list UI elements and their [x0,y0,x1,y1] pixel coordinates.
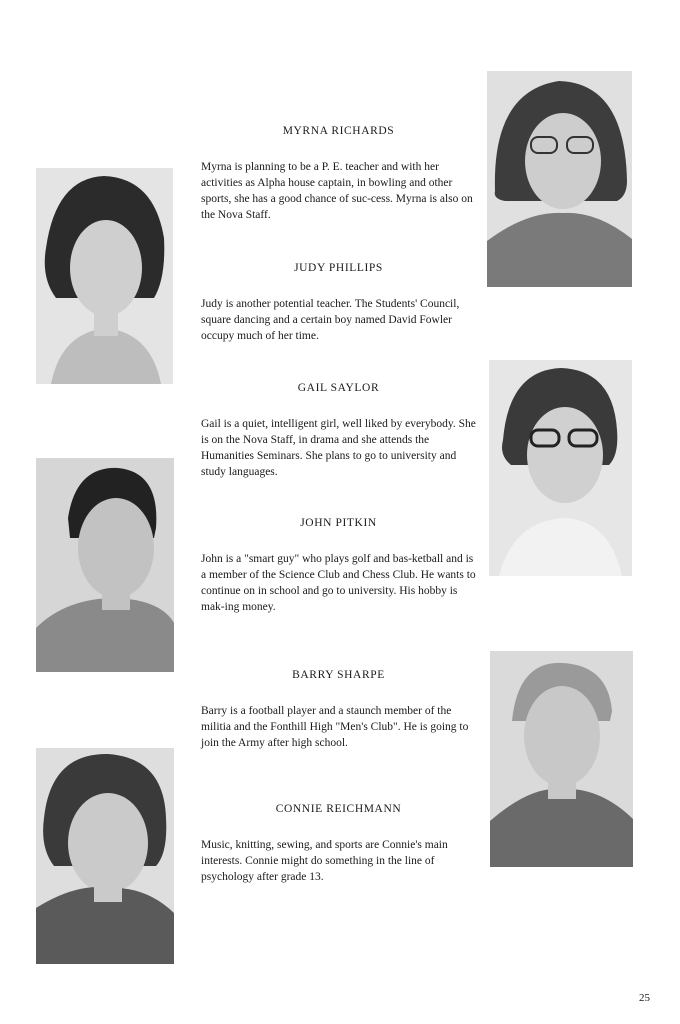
student-entry-myrna [201,125,476,223]
student-bio: John is a "smart guy" who plays golf and bas-ketball and is a member of the Science Club and Chess Club. He wants to continue on in school and go to university. His hobby is mak-ing money. [201,553,476,613]
portrait-photo-john [36,458,174,672]
student-name: BARRY SHARPE [292,669,385,681]
student-name: MYRNA RICHARDS [282,125,395,137]
student-name: CONNIE REICHMANN [275,803,402,815]
portrait-photo-myrna [487,71,632,287]
portrait-photo-barry [490,651,633,867]
student-bio: Judy is another potential teacher. The Students' Council, square dancing and a certain boy named David Fowler occupy much of her time. [201,298,460,342]
student-entry-connie [201,803,476,885]
student-name: GAIL SAYLOR [297,382,380,394]
portrait-photo-judy [36,168,173,384]
portrait-photo-connie [36,748,174,964]
page-number: 25 [639,992,650,1004]
student-bio: Music, knitting, sewing, and sports are Connie's main interests. Connie might do something in the line of psychology after grade 13. [201,839,448,883]
student-name: JUDY PHILLIPS [294,262,383,274]
portrait-photo-gail [489,360,632,576]
student-bio: Myrna is planning to be a P. E. teacher and with her activities as Alpha house captain, in bowling and other sports, she has a good chance of suc-cess. Myrna is also on the Nova Staff. [201,161,473,221]
student-bio: Gail is a quiet, intelligent girl, well liked by everybody. She is on the Nova Staff, in drama and she attends the Humanities Seminars. She plans to go to university and study languages. [201,418,476,478]
student-entry-judy [201,262,476,344]
student-bio: Barry is a football player and a staunch member of the militia and the Fonthill High "Men's Club". He is going to join the Army after high school. [201,705,469,749]
student-entry-barry [201,669,476,751]
student-entry-gail [201,382,476,480]
student-name: JOHN PITKIN [300,517,377,529]
student-entry-john [201,517,476,615]
